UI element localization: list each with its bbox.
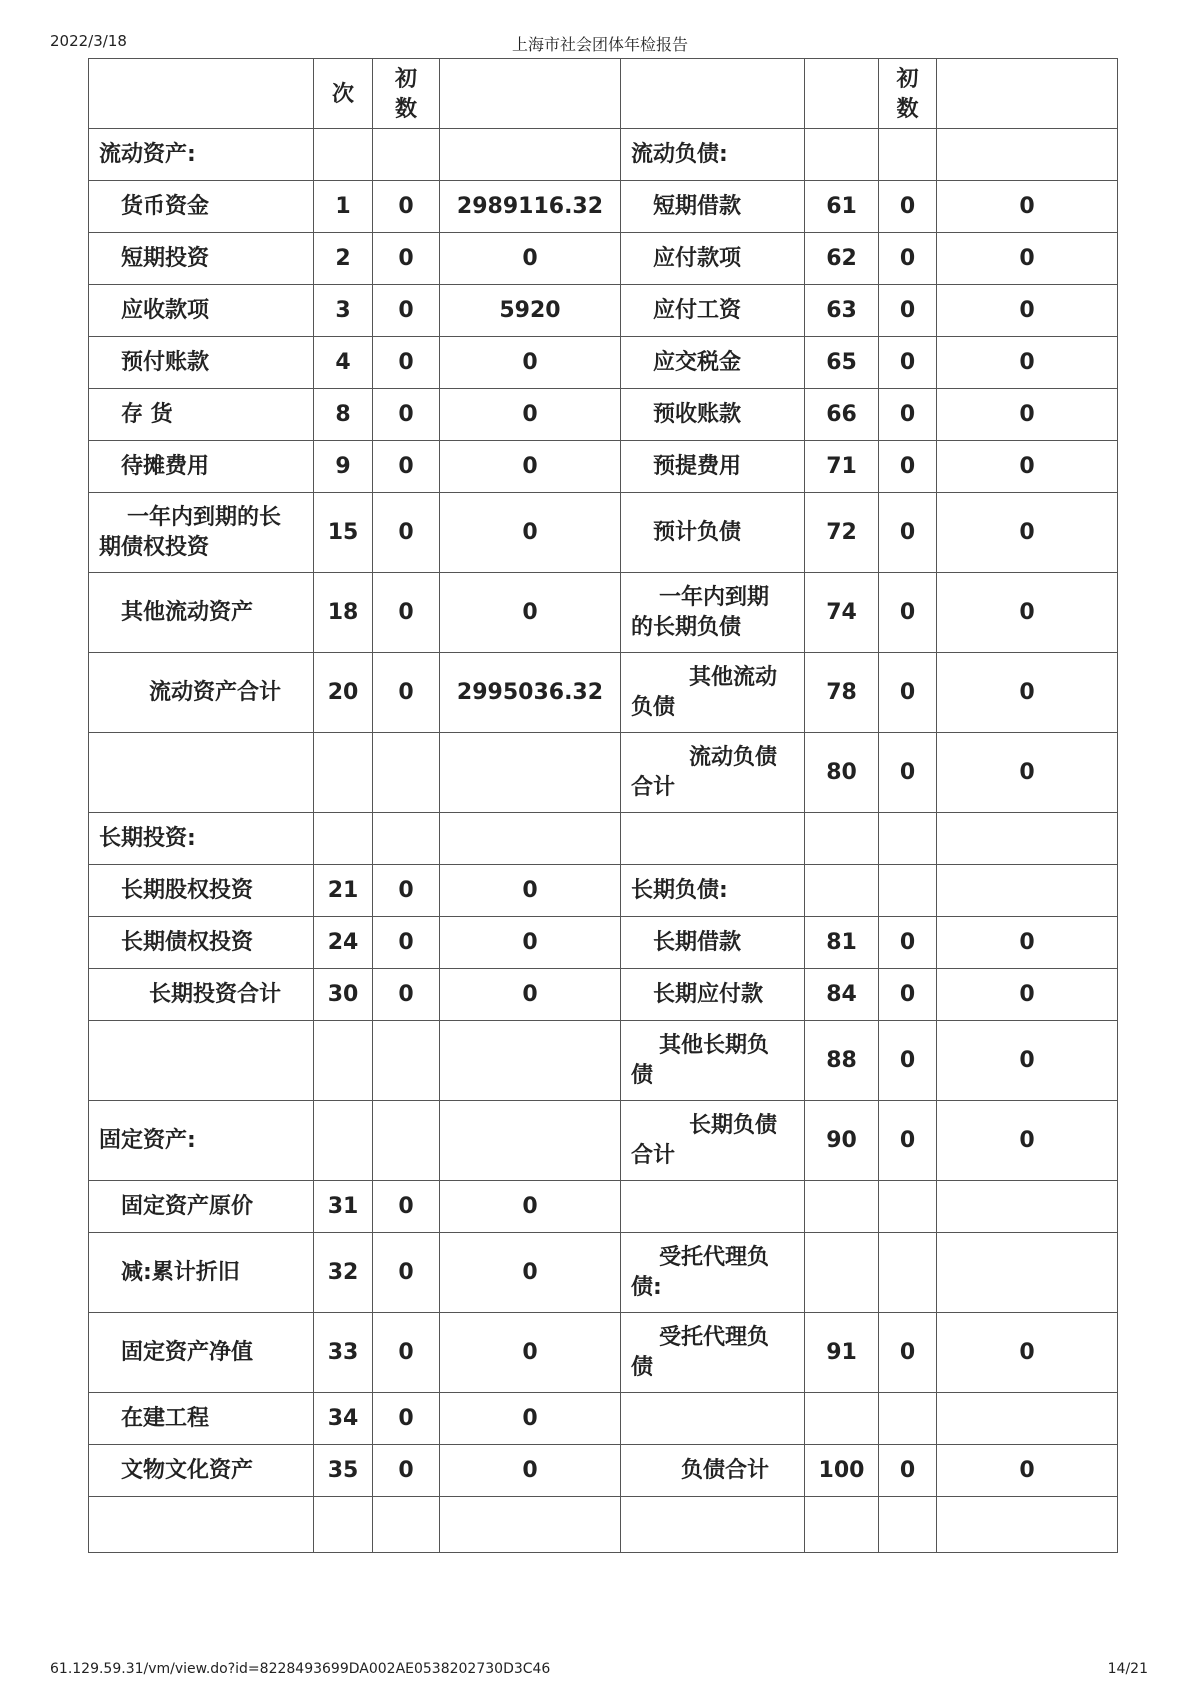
liability-closing-value: 0 xyxy=(937,733,1118,813)
asset-line-number: 20 xyxy=(314,653,373,733)
header-cell xyxy=(805,59,879,129)
liability-line-number: 71 xyxy=(805,441,879,493)
asset-opening-value xyxy=(373,813,440,865)
liability-opening-value: 0 xyxy=(879,1101,937,1181)
asset-opening-value: 0 xyxy=(373,285,440,337)
table-row xyxy=(89,1101,1118,1181)
asset-opening-value: 0 xyxy=(373,573,440,653)
asset-closing-value: 0 xyxy=(440,233,621,285)
asset-opening-value: 0 xyxy=(373,337,440,389)
liability-line-number: 66 xyxy=(805,389,879,441)
asset-item-label: 待摊费用 xyxy=(89,441,314,493)
liability-closing-value xyxy=(937,865,1118,917)
asset-closing-value: 5920 xyxy=(440,285,621,337)
liability-item-label-line2: 合计 xyxy=(631,1142,676,1168)
liability-item-label-line1: 受托代理负 xyxy=(659,1324,770,1350)
asset-closing-value: 0 xyxy=(440,493,621,573)
liability-line-number: 62 xyxy=(805,233,879,285)
asset-closing-value: 0 xyxy=(440,1445,621,1497)
asset-opening-value: 0 xyxy=(373,1445,440,1497)
liability-closing-value: 0 xyxy=(937,653,1118,733)
liability-line-number: 81 xyxy=(805,917,879,969)
table-row xyxy=(89,1445,1118,1497)
asset-closing-value: 0 xyxy=(440,1313,621,1393)
asset-line-number: 35 xyxy=(314,1445,373,1497)
asset-closing-value: 2995036.32 xyxy=(440,653,621,733)
liability-item-label-line2: 债: xyxy=(631,1274,662,1300)
liability-opening-value xyxy=(879,129,937,181)
table-row xyxy=(89,337,1118,389)
asset-item-label: 固定资产净值 xyxy=(89,1313,314,1393)
liability-item-label: 短期借款 xyxy=(621,181,805,233)
table-row xyxy=(89,1497,1118,1553)
liability-opening-value: 0 xyxy=(879,917,937,969)
liability-opening-value: 0 xyxy=(879,493,937,573)
liability-closing-value: 0 xyxy=(937,1101,1118,1181)
liability-item-label-line1: 其他长期负 xyxy=(659,1032,770,1058)
asset-closing-value: 0 xyxy=(440,865,621,917)
liability-item-label-line2: 债 xyxy=(631,1354,654,1380)
liability-item-label-line1: 流动负债 xyxy=(689,744,778,770)
asset-opening-value: 0 xyxy=(373,1181,440,1233)
liability-item-label-line2: 负债 xyxy=(631,694,676,720)
asset-line-number: 1 xyxy=(314,181,373,233)
asset-item-label-line1: 一年内到期的长 xyxy=(127,504,282,530)
asset-line-number: 33 xyxy=(314,1313,373,1393)
table-row xyxy=(89,181,1118,233)
asset-closing-value xyxy=(440,733,621,813)
liability-opening-value xyxy=(879,813,937,865)
liability-item-label xyxy=(621,1021,805,1101)
table-row xyxy=(89,917,1118,969)
liability-opening-value xyxy=(879,1497,937,1553)
liability-line-number: 90 xyxy=(805,1101,879,1181)
liability-closing-value: 0 xyxy=(937,1445,1118,1497)
liability-opening-value: 0 xyxy=(879,285,937,337)
asset-item-label xyxy=(89,733,314,813)
asset-item-label: 在建工程 xyxy=(89,1393,314,1445)
liability-opening-value xyxy=(879,1181,937,1233)
liability-item-label xyxy=(621,813,805,865)
asset-item-label: 流动资产: xyxy=(89,129,314,181)
liability-item-label xyxy=(621,573,805,653)
liability-item-label xyxy=(621,733,805,813)
asset-opening-value: 0 xyxy=(373,441,440,493)
liability-item-label-line2: 合计 xyxy=(631,774,676,800)
liability-line-number: 63 xyxy=(805,285,879,337)
asset-line-number xyxy=(314,813,373,865)
liability-opening-value xyxy=(879,1233,937,1313)
asset-closing-value xyxy=(440,813,621,865)
table-row xyxy=(89,441,1118,493)
liability-item-label xyxy=(621,1313,805,1393)
liability-closing-value: 0 xyxy=(937,285,1118,337)
asset-closing-value: 0 xyxy=(440,337,621,389)
asset-closing-value: 0 xyxy=(440,573,621,653)
header-init-text: 初数 xyxy=(395,66,418,122)
liability-line-number xyxy=(805,813,879,865)
header-seq-cell: 次 xyxy=(314,59,373,129)
liability-closing-value: 0 xyxy=(937,493,1118,573)
liability-item-label-line1: 其他流动 xyxy=(689,664,778,690)
liability-line-number: 91 xyxy=(805,1313,879,1393)
liability-line-number: 84 xyxy=(805,969,879,1021)
table-row xyxy=(89,1181,1118,1233)
asset-line-number xyxy=(314,1101,373,1181)
asset-line-number: 31 xyxy=(314,1181,373,1233)
table-header-row xyxy=(89,59,1118,129)
liability-closing-value: 0 xyxy=(937,389,1118,441)
asset-item-label: 长期债权投资 xyxy=(89,917,314,969)
liability-line-number: 100 xyxy=(805,1445,879,1497)
liability-item-label-line1: 长期负债 xyxy=(689,1112,778,1138)
asset-item-label: 减:累计折旧 xyxy=(89,1233,314,1313)
asset-opening-value: 0 xyxy=(373,233,440,285)
asset-closing-value xyxy=(440,1101,621,1181)
liability-item-label xyxy=(621,1497,805,1553)
asset-item-label: 短期投资 xyxy=(89,233,314,285)
liability-line-number: 80 xyxy=(805,733,879,813)
liability-closing-value xyxy=(937,1233,1118,1313)
liability-opening-value: 0 xyxy=(879,1313,937,1393)
asset-line-number xyxy=(314,1497,373,1553)
asset-opening-value: 0 xyxy=(373,1233,440,1313)
liability-closing-value xyxy=(937,1497,1118,1553)
asset-opening-value xyxy=(373,1101,440,1181)
liability-item-label xyxy=(621,1233,805,1313)
liability-item-label: 预计负债 xyxy=(621,493,805,573)
liability-item-label: 应交税金 xyxy=(621,337,805,389)
asset-line-number: 9 xyxy=(314,441,373,493)
asset-opening-value: 0 xyxy=(373,1393,440,1445)
liability-item-label: 长期应付款 xyxy=(621,969,805,1021)
asset-line-number: 32 xyxy=(314,1233,373,1313)
table-row xyxy=(89,733,1118,813)
table-row xyxy=(89,1233,1118,1313)
asset-opening-value: 0 xyxy=(373,917,440,969)
asset-opening-value: 0 xyxy=(373,865,440,917)
liability-closing-value: 0 xyxy=(937,573,1118,653)
asset-line-number: 15 xyxy=(314,493,373,573)
table-row xyxy=(89,1021,1118,1101)
liability-item-label xyxy=(621,1181,805,1233)
asset-item-label: 长期投资合计 xyxy=(89,969,314,1021)
asset-item-label: 货币资金 xyxy=(89,181,314,233)
table-row xyxy=(89,129,1118,181)
asset-item-label: 固定资产原价 xyxy=(89,1181,314,1233)
liability-item-label: 预收账款 xyxy=(621,389,805,441)
liability-item-label xyxy=(621,653,805,733)
asset-item-label: 文物文化资产 xyxy=(89,1445,314,1497)
liability-item-label-line1: 受托代理负 xyxy=(659,1244,770,1270)
liability-item-label: 预提费用 xyxy=(621,441,805,493)
table-row xyxy=(89,653,1118,733)
liability-item-label-line2: 的长期负债 xyxy=(631,614,742,640)
asset-closing-value: 0 xyxy=(440,1181,621,1233)
asset-closing-value: 0 xyxy=(440,917,621,969)
asset-closing-value: 0 xyxy=(440,969,621,1021)
liability-line-number: 65 xyxy=(805,337,879,389)
liability-opening-value: 0 xyxy=(879,653,937,733)
liability-closing-value: 0 xyxy=(937,181,1118,233)
liability-item-label: 应付工资 xyxy=(621,285,805,337)
asset-line-number xyxy=(314,1021,373,1101)
asset-item-label xyxy=(89,1497,314,1553)
asset-item-label: 预付账款 xyxy=(89,337,314,389)
liability-item-label: 长期负债: xyxy=(621,865,805,917)
liability-closing-value: 0 xyxy=(937,441,1118,493)
asset-closing-value xyxy=(440,1497,621,1553)
liability-line-number xyxy=(805,1233,879,1313)
asset-opening-value: 0 xyxy=(373,181,440,233)
liability-line-number xyxy=(805,1393,879,1445)
liability-line-number: 61 xyxy=(805,181,879,233)
header-cell xyxy=(89,59,314,129)
liability-closing-value xyxy=(937,1181,1118,1233)
liability-line-number: 88 xyxy=(805,1021,879,1101)
header-cell xyxy=(937,59,1118,129)
liability-closing-value xyxy=(937,813,1118,865)
asset-opening-value xyxy=(373,733,440,813)
liability-line-number: 78 xyxy=(805,653,879,733)
liability-opening-value: 0 xyxy=(879,233,937,285)
liability-closing-value: 0 xyxy=(937,917,1118,969)
liability-item-label xyxy=(621,1393,805,1445)
liability-opening-value: 0 xyxy=(879,1021,937,1101)
asset-line-number: 24 xyxy=(314,917,373,969)
liability-closing-value: 0 xyxy=(937,233,1118,285)
liability-line-number: 74 xyxy=(805,573,879,653)
asset-closing-value: 0 xyxy=(440,1233,621,1313)
liability-closing-value xyxy=(937,1393,1118,1445)
asset-line-number xyxy=(314,129,373,181)
table-row xyxy=(89,389,1118,441)
liability-opening-value: 0 xyxy=(879,1445,937,1497)
liability-opening-value: 0 xyxy=(879,181,937,233)
asset-closing-value xyxy=(440,1021,621,1101)
asset-item-label: 其他流动资产 xyxy=(89,573,314,653)
asset-line-number: 2 xyxy=(314,233,373,285)
table-row xyxy=(89,813,1118,865)
liability-opening-value xyxy=(879,865,937,917)
liability-item-label-line1: 一年内到期 xyxy=(659,584,770,610)
asset-item-label xyxy=(89,493,314,573)
asset-opening-value xyxy=(373,1021,440,1101)
header-cell xyxy=(440,59,621,129)
asset-item-label: 长期投资: xyxy=(89,813,314,865)
asset-closing-value xyxy=(440,129,621,181)
liability-opening-value: 0 xyxy=(879,573,937,653)
asset-line-number: 18 xyxy=(314,573,373,653)
asset-line-number: 21 xyxy=(314,865,373,917)
table-row xyxy=(89,969,1118,1021)
asset-item-label: 应收款项 xyxy=(89,285,314,337)
asset-closing-value: 0 xyxy=(440,389,621,441)
print-date: 2022/3/18 xyxy=(50,32,127,50)
liability-item-label: 流动负债: xyxy=(621,129,805,181)
liability-closing-value: 0 xyxy=(937,1021,1118,1101)
asset-opening-value: 0 xyxy=(373,389,440,441)
liability-line-number xyxy=(805,1181,879,1233)
liability-item-label: 负债合计 xyxy=(621,1445,805,1497)
liability-item-label: 长期借款 xyxy=(621,917,805,969)
asset-item-label: 长期股权投资 xyxy=(89,865,314,917)
liability-item-label: 应付款项 xyxy=(621,233,805,285)
liability-opening-value: 0 xyxy=(879,733,937,813)
table-row xyxy=(89,493,1118,573)
liability-opening-value: 0 xyxy=(879,969,937,1021)
header-init-cell-right xyxy=(879,59,937,129)
header-cell xyxy=(621,59,805,129)
liability-closing-value: 0 xyxy=(937,1313,1118,1393)
table-row xyxy=(89,865,1118,917)
asset-line-number: 30 xyxy=(314,969,373,1021)
balance-sheet-table xyxy=(88,58,1118,1553)
liability-opening-value xyxy=(879,1393,937,1445)
asset-line-number xyxy=(314,733,373,813)
liability-opening-value: 0 xyxy=(879,337,937,389)
asset-item-label-line2: 期债权投资 xyxy=(99,534,210,560)
asset-item-label xyxy=(89,1021,314,1101)
document-title: 上海市社会团体年检报告 xyxy=(511,35,688,54)
liability-line-number xyxy=(805,1497,879,1553)
liability-line-number: 72 xyxy=(805,493,879,573)
asset-closing-value: 0 xyxy=(440,441,621,493)
asset-opening-value xyxy=(373,1497,440,1553)
liability-closing-value: 0 xyxy=(937,337,1118,389)
asset-closing-value: 0 xyxy=(440,1393,621,1445)
liability-opening-value: 0 xyxy=(879,389,937,441)
asset-line-number: 4 xyxy=(314,337,373,389)
asset-item-label: 存 货 xyxy=(89,389,314,441)
asset-opening-value: 0 xyxy=(373,969,440,1021)
asset-closing-value: 2989116.32 xyxy=(440,181,621,233)
asset-item-label: 固定资产: xyxy=(89,1101,314,1181)
liability-item-label-line2: 债 xyxy=(631,1062,654,1088)
asset-line-number: 34 xyxy=(314,1393,373,1445)
asset-line-number: 8 xyxy=(314,389,373,441)
liability-closing-value xyxy=(937,129,1118,181)
liability-closing-value: 0 xyxy=(937,969,1118,1021)
page-number: 14/21 xyxy=(1107,1661,1148,1677)
liability-line-number xyxy=(805,129,879,181)
header-init-cell xyxy=(373,59,440,129)
table-row xyxy=(89,285,1118,337)
asset-item-label: 流动资产合计 xyxy=(89,653,314,733)
table-row xyxy=(89,573,1118,653)
asset-opening-value: 0 xyxy=(373,653,440,733)
asset-opening-value: 0 xyxy=(373,493,440,573)
page-url: 61.129.59.31/vm/view.do?id=8228493699DA002AE0538202730D3C46 xyxy=(50,1661,551,1677)
liability-opening-value: 0 xyxy=(879,441,937,493)
header-init-text: 初数 xyxy=(896,66,919,122)
asset-opening-value xyxy=(373,129,440,181)
asset-line-number: 3 xyxy=(314,285,373,337)
table-row xyxy=(89,233,1118,285)
liability-line-number xyxy=(805,865,879,917)
liability-item-label xyxy=(621,1101,805,1181)
table-row xyxy=(89,1313,1118,1393)
asset-opening-value: 0 xyxy=(373,1313,440,1393)
table-row xyxy=(89,1393,1118,1445)
